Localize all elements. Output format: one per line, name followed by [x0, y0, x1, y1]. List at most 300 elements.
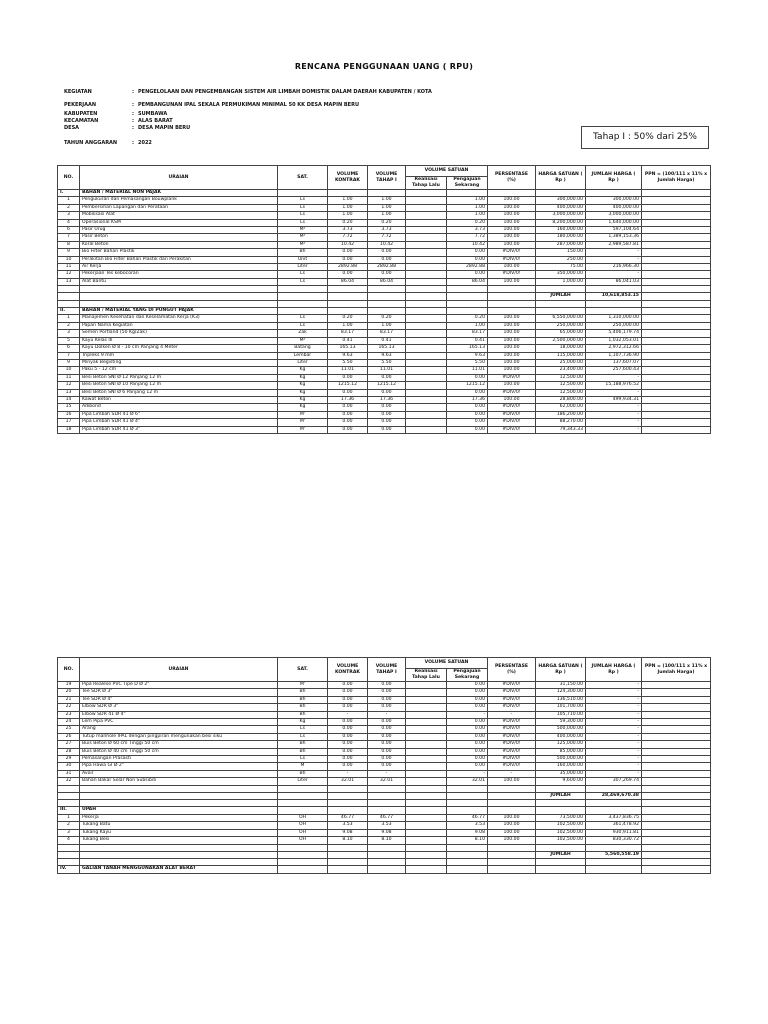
- cell-uraian: Tukang Batu: [80, 822, 278, 829]
- cell-harga-satuan: 75.00: [536, 264, 586, 271]
- cell-vol-kontrak: 1.00: [328, 322, 368, 329]
- cell-vol-kontrak: 0.20: [328, 219, 368, 226]
- cell-realisasi: [406, 837, 447, 844]
- cell-persentase: 100.00: [488, 241, 536, 248]
- table-row: [58, 711, 711, 718]
- header-jumlah-harga: JUMLAH HARGA ( Rp ): [586, 166, 642, 190]
- cell-persentase: #DIV/0!: [488, 741, 536, 748]
- cell-no: 16: [58, 411, 80, 418]
- cell-sat: Ls: [278, 756, 328, 763]
- cell-realisasi: [406, 337, 447, 344]
- table-row: [58, 770, 711, 777]
- cell-ppn: [642, 419, 711, 426]
- header-vol-kontrak: VOLUME KONTRAK: [328, 658, 368, 682]
- cell-realisasi: [406, 719, 447, 726]
- meta-value: 2022: [138, 140, 152, 146]
- cell-ppn: [642, 726, 711, 733]
- cell-pengajuan: 0.00: [447, 426, 488, 433]
- cell-vol-tahap: 1.00: [368, 322, 406, 329]
- cell-sat: M': [278, 419, 328, 426]
- cell-vol-kontrak: 11.01: [328, 367, 368, 374]
- cell-pengajuan: 3.73: [447, 227, 488, 234]
- cell-vol-tahap: 0.00: [368, 374, 406, 381]
- cell-jumlah-harga: 307,269.74: [586, 778, 642, 785]
- cell-uraian: Avoir: [80, 770, 278, 777]
- cell-persentase: #DIV/0!: [488, 419, 536, 426]
- cell-sat: M': [278, 411, 328, 418]
- cell-realisasi: [406, 367, 447, 374]
- cell-vol-kontrak: 0.00: [328, 696, 368, 703]
- cell-pengajuan: 0.00: [447, 689, 488, 696]
- cell-sat: Kg: [278, 374, 328, 381]
- cell-no: 5: [58, 337, 80, 344]
- cell-no: 1: [58, 197, 80, 204]
- sum-label: JUMLAH: [536, 792, 586, 799]
- cell-pengajuan: 9.63: [447, 352, 488, 359]
- cell-sat: Bh: [278, 748, 328, 755]
- cell-uraian: Minyak Begisting: [80, 359, 278, 366]
- meta-row: [64, 102, 359, 108]
- cell-vol-tahap: 0.20: [368, 219, 406, 226]
- sum-value: 28,469,670.38: [586, 792, 642, 799]
- table-row: [58, 396, 711, 403]
- sum-row: [58, 293, 711, 300]
- cell-uraian: Adibond: [80, 404, 278, 411]
- meta-sep: :: [132, 118, 134, 124]
- cell-vol-kontrak: -: [328, 711, 368, 718]
- cell-ppn: [642, 197, 711, 204]
- cell-sat: M: [278, 763, 328, 770]
- cell-persentase: 100.00: [488, 337, 536, 344]
- cell-no: 6: [58, 227, 80, 234]
- header-pengajuan: Pengajuan Sekarang: [447, 177, 488, 190]
- cell-persentase: #DIV/0!: [488, 256, 536, 263]
- cell-no: 29: [58, 756, 80, 763]
- cell-vol-kontrak: 0.00: [328, 404, 368, 411]
- cell-realisasi: [406, 345, 447, 352]
- cell-jumlah-harga: 400,000.00: [586, 204, 642, 211]
- cell-pengajuan: 0.00: [447, 756, 488, 763]
- table-row: [58, 249, 711, 256]
- cell-no: 9: [58, 249, 80, 256]
- cell-harga-satuan: 150.00: [536, 249, 586, 256]
- cell-uraian: Koral Beton: [80, 241, 278, 248]
- cell-ppn: [642, 404, 711, 411]
- cell-jumlah-harga: 216,966.30: [586, 264, 642, 271]
- header-uraian: URAIAN: [80, 166, 278, 190]
- cell-persentase: 100.00: [488, 829, 536, 836]
- cell-persentase: 100.00: [488, 367, 536, 374]
- table-row: [58, 389, 711, 396]
- header-persentase: PERSENTASE (%): [488, 166, 536, 190]
- cell-persentase: 100.00: [488, 330, 536, 337]
- cell-harga-satuan: 136,510.00: [536, 696, 586, 703]
- header-vol-kontrak: VOLUME KONTRAK: [328, 166, 368, 190]
- meta-value: ALAS BARAT: [138, 118, 173, 124]
- cell-harga-satuan: 300,000.00: [536, 197, 586, 204]
- cell-vol-tahap: 0.00: [368, 748, 406, 755]
- cell-jumlah-harga: -: [586, 726, 642, 733]
- meta-sep: :: [132, 125, 134, 131]
- cell-harga-satuan: 9,600.00: [536, 778, 586, 785]
- cell-persentase: #DIV/0!: [488, 374, 536, 381]
- table-row: [58, 197, 711, 204]
- cell-uraian: Lem Pipa PVC: [80, 719, 278, 726]
- cell-persentase: #DIV/0!: [488, 411, 536, 418]
- cell-jumlah-harga: 597,104.64: [586, 227, 642, 234]
- header-pengajuan: Pengajuan Sekarang: [447, 669, 488, 682]
- meta-label: TAHUN ANGGARAN: [64, 140, 118, 146]
- cell-realisasi: [406, 696, 447, 703]
- cell-pengajuan: 0.20: [447, 219, 488, 226]
- cell-harga-satuan: 85,000.00: [536, 748, 586, 755]
- cell-pengajuan: 0.00: [447, 726, 488, 733]
- cell-pengajuan: 0.00: [447, 696, 488, 703]
- cell-harga-satuan: 124,300.00: [536, 689, 586, 696]
- cell-ppn: [642, 322, 711, 329]
- cell-harga-satuan: 500,000.00: [536, 756, 586, 763]
- cell-no: 27: [58, 741, 80, 748]
- cell-vol-kontrak: 9.08: [328, 829, 368, 836]
- cell-no: 30: [58, 763, 80, 770]
- cell-uraian: Bio Filter Bahan Plastik: [80, 249, 278, 256]
- cell-vol-tahap: 1.00: [368, 212, 406, 219]
- cell-sat: Kg: [278, 404, 328, 411]
- cell-jumlah-harga: -: [586, 249, 642, 256]
- section-name: BAHAN / MATERIAL NON PAJAK: [80, 190, 278, 197]
- cell-sat: Liter: [278, 264, 328, 271]
- cell-no: 15: [58, 404, 80, 411]
- cell-no: 17: [58, 419, 80, 426]
- cell-pengajuan: 10.42: [447, 241, 488, 248]
- meta-sep: :: [132, 111, 134, 117]
- cell-vol-kontrak: 7.72: [328, 234, 368, 241]
- cell-harga-satuan: 3,000,000.00: [536, 212, 586, 219]
- cell-pengajuan: 0.00: [447, 704, 488, 711]
- section-row: [58, 807, 711, 814]
- cell-sat: Ls: [278, 219, 328, 226]
- header-sat: SAT.: [278, 658, 328, 682]
- cell-jumlah-harga: 2,972,312.66: [586, 345, 642, 352]
- cell-uraian: Tee SDR Ø 4": [80, 696, 278, 703]
- cell-uraian: Alat Bantu: [80, 278, 278, 285]
- cell-realisasi: [406, 396, 447, 403]
- cell-uraian: Arang: [80, 726, 278, 733]
- cell-sat: Liter: [278, 359, 328, 366]
- cell-vol-tahap: 9.63: [368, 352, 406, 359]
- cell-realisasi: [406, 234, 447, 241]
- cell-vol-kontrak: 165.13: [328, 345, 368, 352]
- cell-pengajuan: 0.00: [447, 271, 488, 278]
- cell-vol-tahap: 1.00: [368, 197, 406, 204]
- cell-no: 14: [58, 396, 80, 403]
- cell-realisasi: [406, 829, 447, 836]
- cell-vol-tahap: 0.00: [368, 271, 406, 278]
- sum-label: JUMLAH: [536, 293, 586, 300]
- header-realisasi: Realisasi Tahap Lalu: [406, 669, 447, 682]
- cell-realisasi: [406, 249, 447, 256]
- cell-vol-kontrak: 32.01: [328, 778, 368, 785]
- header-harga-satuan: HARGA SATUAN ( Rp ): [536, 166, 586, 190]
- meta-sep: :: [132, 89, 134, 95]
- meta-row: [64, 140, 152, 146]
- rpu-table-1: [57, 165, 711, 434]
- cell-sat: Ls: [278, 726, 328, 733]
- cell-vol-kontrak: 2892.88: [328, 264, 368, 271]
- cell-vol-kontrak: 0.00: [328, 756, 368, 763]
- cell-jumlah-harga: -: [586, 770, 642, 777]
- cell-uraian: Pasir Beton: [80, 234, 278, 241]
- header-vol-tahap: VOLUME TAHAP I: [368, 166, 406, 190]
- cell-sat: Kg: [278, 382, 328, 389]
- cell-vol-kontrak: 0.00: [328, 411, 368, 418]
- cell-vol-tahap: 0.00: [368, 426, 406, 433]
- cell-ppn: [642, 822, 711, 829]
- table-header-row: [58, 658, 711, 669]
- cell-sat: Ls: [278, 204, 328, 211]
- cell-uraian: Kawat Beton: [80, 396, 278, 403]
- cell-pengajuan: 0.41: [447, 337, 488, 344]
- table-row: [58, 814, 711, 821]
- cell-uraian: Buis Beton Ø 40 cm Tinggi 50 cm: [80, 748, 278, 755]
- cell-harga-satuan: 8,200,000.00: [536, 219, 586, 226]
- cell-sat: M³: [278, 234, 328, 241]
- cell-ppn: [642, 756, 711, 763]
- meta-value: PENGELOLAAN DAN PENGEMBANGAN SISTEM AIR LIMBAH DOMISTIK DALAM DAERAH KABUPATEN / KOTA: [138, 89, 432, 95]
- cell-realisasi: [406, 763, 447, 770]
- cell-harga-satuan: 35,000.00: [536, 770, 586, 777]
- cell-vol-kontrak: 0.00: [328, 682, 368, 689]
- cell-uraian: Tee SDR Ø 3": [80, 689, 278, 696]
- cell-ppn: [642, 711, 711, 718]
- cell-vol-tahap: 32.01: [368, 778, 406, 785]
- cell-pengajuan: 0.00: [447, 256, 488, 263]
- cell-vol-tahap: 0.20: [368, 315, 406, 322]
- meta-value: SUMBAWA: [138, 111, 168, 117]
- cell-persentase: 100.00: [488, 204, 536, 211]
- cell-ppn: [642, 411, 711, 418]
- cell-realisasi: [406, 197, 447, 204]
- cell-no: 23: [58, 711, 80, 718]
- cell-jumlah-harga: 1,107,736.90: [586, 352, 642, 359]
- meta-row: [64, 111, 167, 117]
- cell-vol-kontrak: 0.00: [328, 741, 368, 748]
- cell-no: 3: [58, 829, 80, 836]
- cell-realisasi: [406, 411, 447, 418]
- cell-vol-kontrak: 0.00: [328, 733, 368, 740]
- cell-pengajuan: 7.72: [447, 234, 488, 241]
- cell-persentase: 100.00: [488, 197, 536, 204]
- sum-value: 10,618,853.15: [586, 293, 642, 300]
- cell-jumlah-harga: -: [586, 374, 642, 381]
- cell-persentase: 100.00: [488, 359, 536, 366]
- cell-harga-satuan: 31,150.00: [536, 682, 586, 689]
- table-row: [58, 682, 711, 689]
- cell-vol-kontrak: 8.10: [328, 837, 368, 844]
- cell-pengajuan: 0.00: [447, 719, 488, 726]
- table-row: [58, 426, 711, 433]
- cell-harga-satuan: 250,000.00: [536, 322, 586, 329]
- cell-vol-tahap: 1.00: [368, 204, 406, 211]
- header-vol-satuan: VOLUME SATUAN: [406, 658, 488, 669]
- cell-jumlah-harga: -: [586, 696, 642, 703]
- cell-jumlah-harga: -: [586, 389, 642, 396]
- cell-pengajuan: 0.00: [447, 389, 488, 396]
- cell-uraian: Besi Beton SNI Ø 12 Panjang 12 m: [80, 374, 278, 381]
- cell-no: 25: [58, 726, 80, 733]
- cell-vol-kontrak: 10.42: [328, 241, 368, 248]
- cell-vol-tahap: 8.10: [368, 837, 406, 844]
- header-vol-satuan: VOLUME SATUAN: [406, 166, 488, 177]
- cell-uraian: Perakitan Bio Filter Bahan Plastik dan Perakitan: [80, 256, 278, 263]
- cell-vol-tahap: 0.00: [368, 249, 406, 256]
- cell-ppn: [642, 374, 711, 381]
- meta-sep: :: [132, 102, 134, 108]
- table-row: [58, 382, 711, 389]
- cell-harga-satuan: 102,500.00: [536, 837, 586, 844]
- section-name: BAHAN / MATERIAL YANG DI PUNGUT PAJAK: [80, 308, 278, 315]
- cell-sat: Ls: [278, 197, 328, 204]
- cell-pengajuan: 0.00: [447, 733, 488, 740]
- cell-persentase: #DIV/0!: [488, 756, 536, 763]
- cell-uraian: Papan Nama Kegiatan: [80, 322, 278, 329]
- cell-persentase: 100.00: [488, 212, 536, 219]
- cell-vol-tahap: 0.00: [368, 756, 406, 763]
- cell-sat: Kg: [278, 367, 328, 374]
- cell-uraian: Air Kerja: [80, 264, 278, 271]
- cell-uraian: Pasir Urug: [80, 227, 278, 234]
- cell-persentase: #DIV/0!: [488, 249, 536, 256]
- cell-persentase: 100.00: [488, 278, 536, 285]
- header-jumlah-harga: JUMLAH HARGA ( Rp ): [586, 658, 642, 682]
- cell-uraian: Tripleks 9 mm: [80, 352, 278, 359]
- cell-harga-satuan: 59,300.00: [536, 719, 586, 726]
- cell-persentase: #DIV/0!: [488, 689, 536, 696]
- cell-jumlah-harga: 257,600.43: [586, 367, 642, 374]
- cell-vol-kontrak: 46.77: [328, 814, 368, 821]
- cell-uraian: Elbow SDR Ø 3": [80, 704, 278, 711]
- table-row: [58, 419, 711, 426]
- cell-no: 12: [58, 382, 80, 389]
- cell-vol-tahap: 7.72: [368, 234, 406, 241]
- cell-ppn: [642, 227, 711, 234]
- cell-vol-tahap: 11.01: [368, 367, 406, 374]
- header-realisasi: Realisasi Tahap Lalu: [406, 177, 447, 190]
- section-row: [58, 866, 711, 873]
- table-row: [58, 278, 711, 285]
- cell-harga-satuan: 125,000.00: [536, 741, 586, 748]
- cell-sat: Bh: [278, 741, 328, 748]
- cell-vol-kontrak: 83.17: [328, 330, 368, 337]
- cell-vol-tahap: 0.00: [368, 763, 406, 770]
- meta-row: [64, 125, 190, 131]
- cell-harga-satuan: 25,000.00: [536, 359, 586, 366]
- cell-realisasi: [406, 814, 447, 821]
- section-name: GALIAN TANAH MENGGUNAKAN ALAT BERAT: [80, 866, 278, 873]
- cell-uraian: Pipa Hawa GI Ø 2": [80, 763, 278, 770]
- cell-vol-kontrak: 0.00: [328, 249, 368, 256]
- table-row: [58, 822, 711, 829]
- cell-jumlah-harga: -: [586, 689, 642, 696]
- meta-label: KECAMATAN: [64, 118, 99, 124]
- meta-row: [64, 118, 173, 124]
- cell-no: 22: [58, 704, 80, 711]
- cell-realisasi: [406, 711, 447, 718]
- cell-pengajuan: 2892.88: [447, 264, 488, 271]
- cell-pengajuan: 9.08: [447, 829, 488, 836]
- table-row: [58, 756, 711, 763]
- cell-vol-tahap: 0.00: [368, 733, 406, 740]
- cell-ppn: [642, 741, 711, 748]
- cell-uraian: Tutup manhole IPAL dengan pingpiran mengunakan besi siku: [80, 733, 278, 740]
- cell-ppn: [642, 330, 711, 337]
- sum-value: 5,560,558.19: [586, 851, 642, 858]
- cell-vol-tahap: 3.53: [368, 822, 406, 829]
- cell-uraian: Pipa Limbah SDR 41 Ø 3": [80, 426, 278, 433]
- table-row: [58, 837, 711, 844]
- cell-realisasi: [406, 204, 447, 211]
- header-ppn: PPN = (100/111 x 11% x Jumlah Harga): [642, 658, 711, 682]
- cell-no: 9: [58, 359, 80, 366]
- table-row: [58, 374, 711, 381]
- cell-vol-kontrak: 3.53: [328, 822, 368, 829]
- cell-persentase: -: [488, 711, 536, 718]
- cell-persentase: 100.00: [488, 382, 536, 389]
- cell-persentase: 100.00: [488, 345, 536, 352]
- cell-uraian: Pembersihan Lapangan dan Perataan: [80, 204, 278, 211]
- cell-vol-tahap: 2892.88: [368, 264, 406, 271]
- cell-jumlah-harga: -: [586, 711, 642, 718]
- cell-sat: Ls: [278, 733, 328, 740]
- table-row: [58, 212, 711, 219]
- cell-persentase: #DIV/0!: [488, 271, 536, 278]
- cell-jumlah-harga: 3,437,836.75: [586, 814, 642, 821]
- table-row: [58, 748, 711, 755]
- cell-ppn: [642, 359, 711, 366]
- cell-jumlah-harga: -: [586, 719, 642, 726]
- cell-sat: Ls: [278, 315, 328, 322]
- cell-harga-satuan: 500,000.00: [536, 726, 586, 733]
- cell-vol-kontrak: -: [328, 770, 368, 777]
- cell-ppn: [642, 249, 711, 256]
- cell-pengajuan: 0.00: [447, 411, 488, 418]
- cell-jumlah-harga: 1,389,153.36: [586, 234, 642, 241]
- cell-vol-tahap: 0.00: [368, 256, 406, 263]
- cell-sat: M³: [278, 227, 328, 234]
- cell-harga-satuan: 88,270.00: [536, 419, 586, 426]
- cell-realisasi: [406, 748, 447, 755]
- cell-pengajuan: 86.04: [447, 278, 488, 285]
- cell-uraian: Pekerjaan Tes kebocoran: [80, 271, 278, 278]
- cell-no: 3: [58, 330, 80, 337]
- cell-uraian: Manajemen Kesehatan dan Keselamatan Kerja (K3): [80, 315, 278, 322]
- cell-vol-tahap: 0.00: [368, 682, 406, 689]
- cell-jumlah-harga: 1,640,000.00: [586, 219, 642, 226]
- cell-harga-satuan: 2,500,000.00: [536, 337, 586, 344]
- cell-no: 19: [58, 682, 80, 689]
- section-no: IV.: [58, 866, 80, 873]
- cell-ppn: [642, 682, 711, 689]
- section-no: I.: [58, 190, 80, 197]
- cell-sat: Bh: [278, 711, 328, 718]
- cell-persentase: 100.00: [488, 822, 536, 829]
- cell-jumlah-harga: 300,000.00: [586, 197, 642, 204]
- cell-pengajuan: 0.00: [447, 741, 488, 748]
- cell-sat: Zak: [278, 330, 328, 337]
- cell-jumlah-harga: -: [586, 411, 642, 418]
- table-row: [58, 227, 711, 234]
- cell-jumlah-harga: 2,989,587.81: [586, 241, 642, 248]
